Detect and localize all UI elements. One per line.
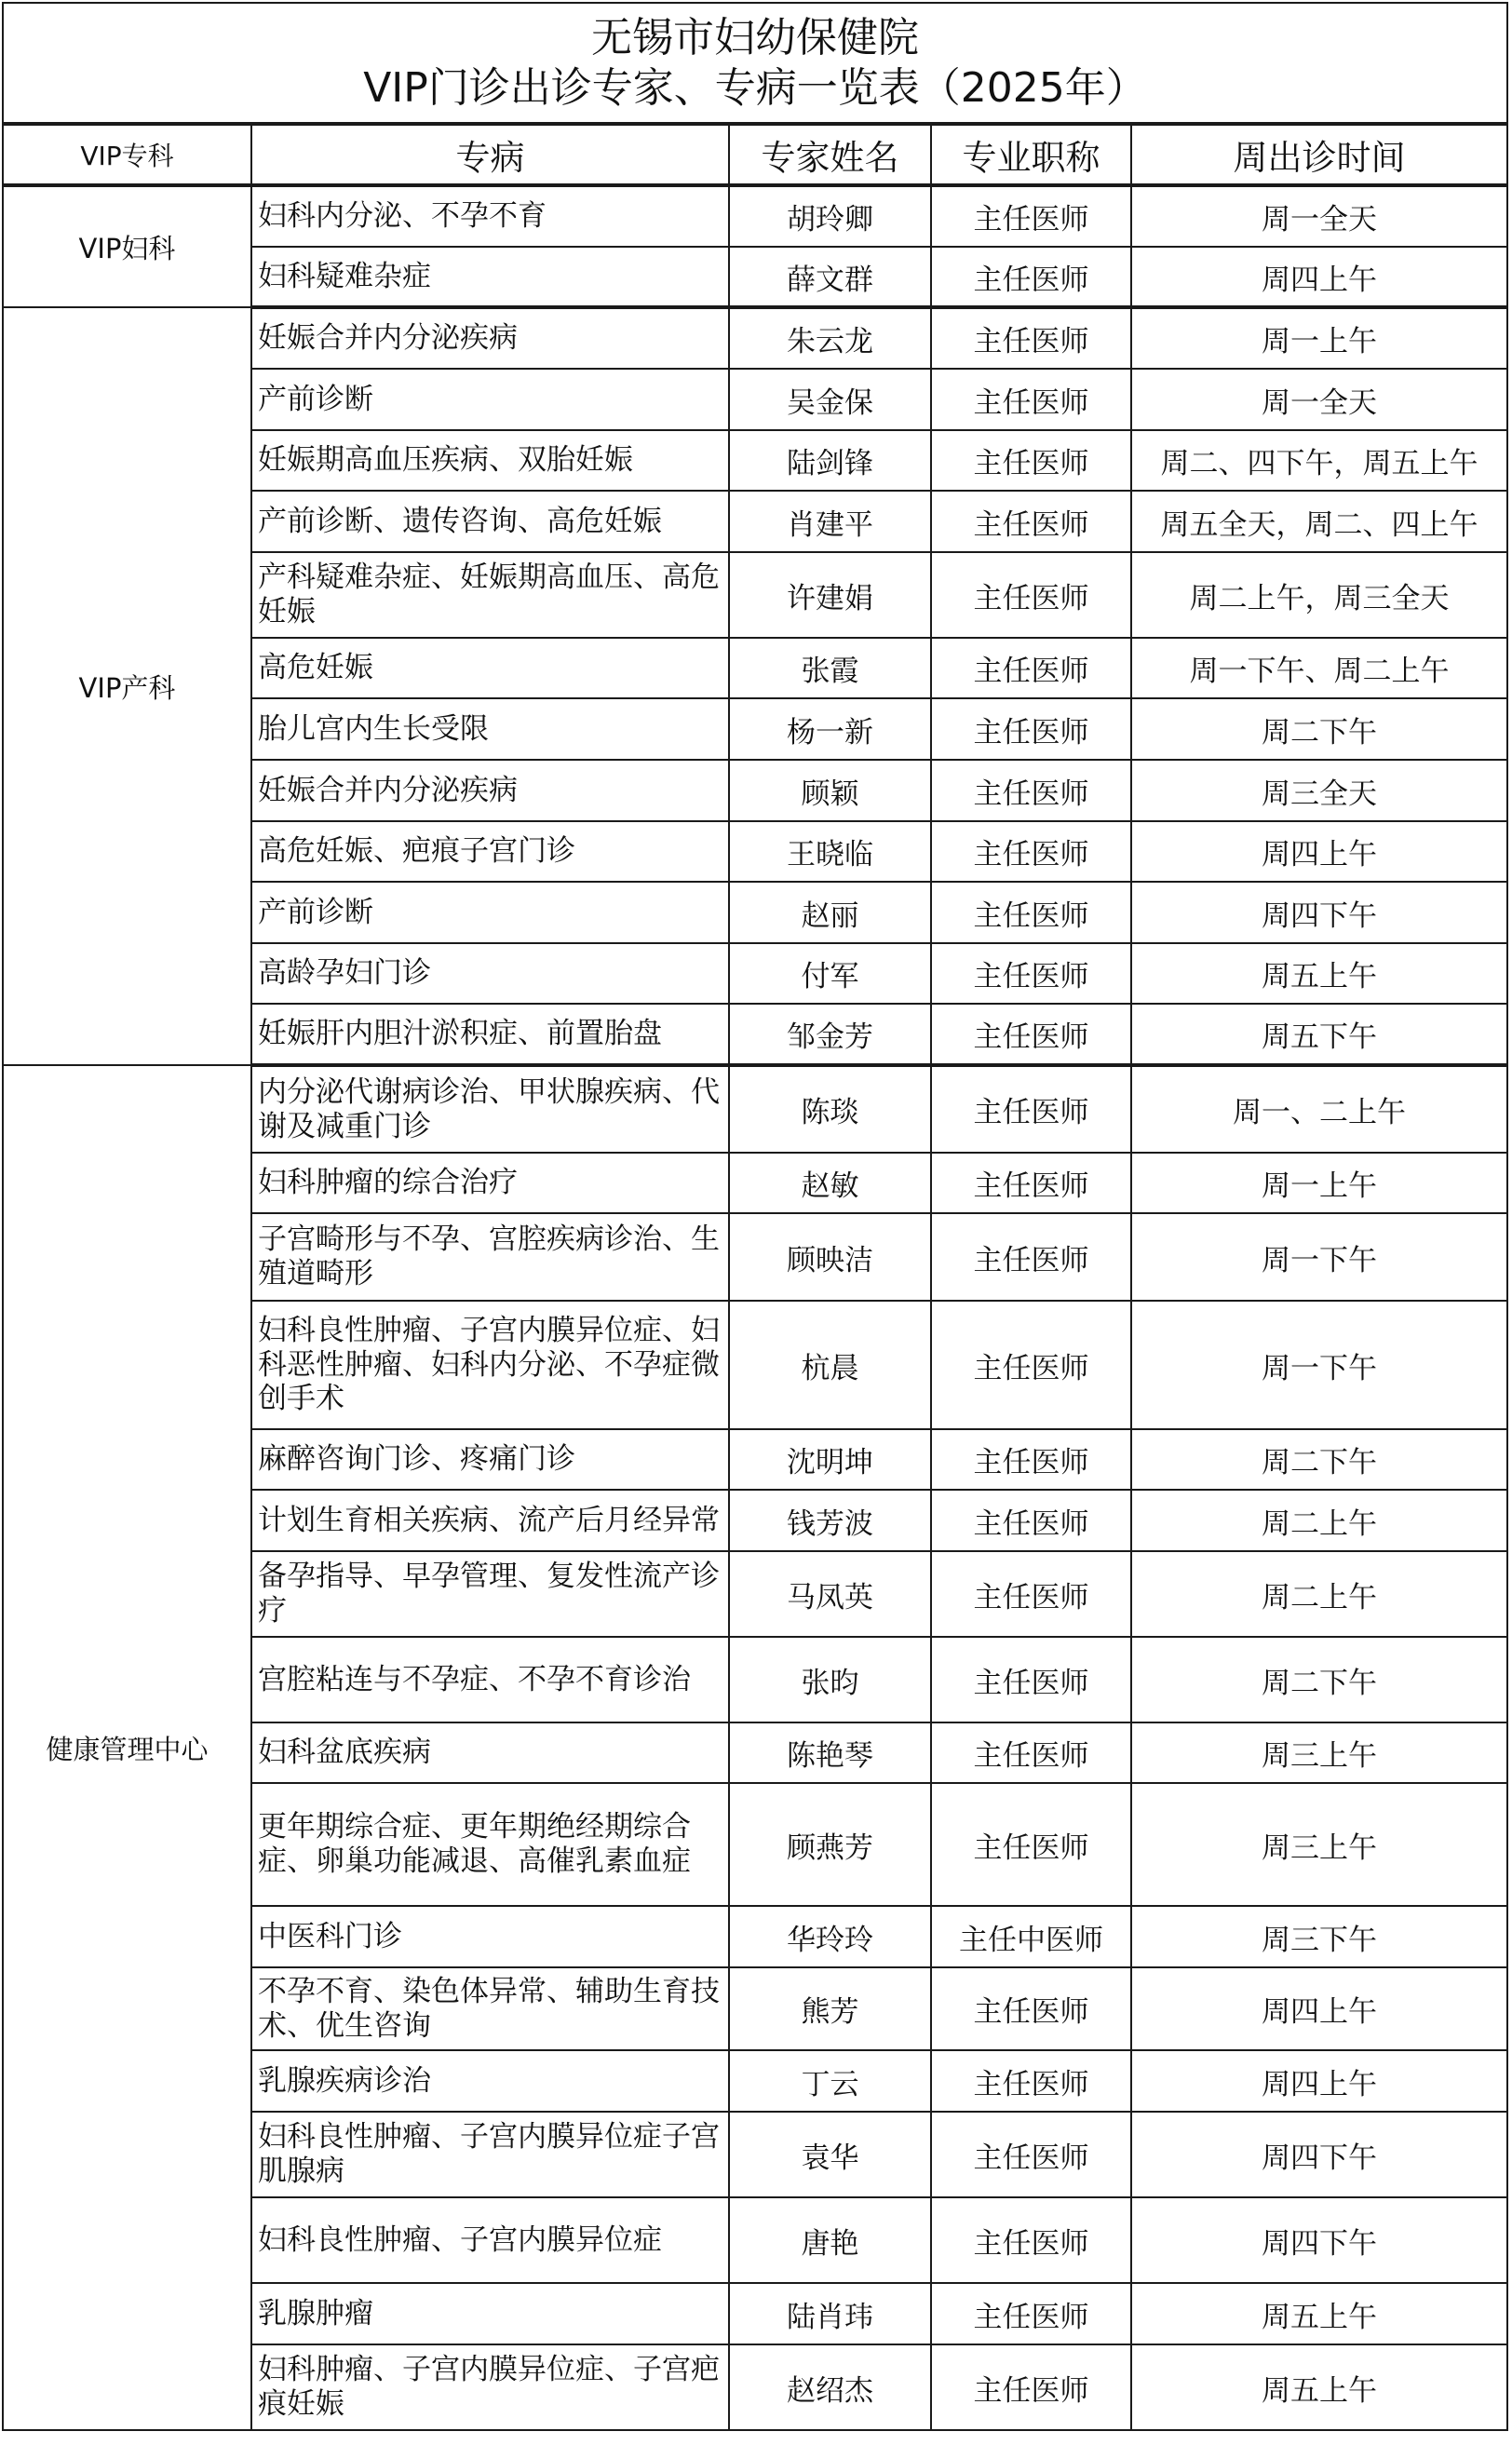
title-cell: 主任医师 xyxy=(931,1783,1131,1906)
title-cell: 主任医师 xyxy=(931,1637,1131,1722)
specialty-cell: 胎儿宫内生长受限 xyxy=(251,698,729,760)
specialty-cell: 乳腺疾病诊治 xyxy=(251,2050,729,2112)
expert-cell: 朱云龙 xyxy=(729,307,931,369)
schedule-cell: 周四上午 xyxy=(1131,247,1507,307)
specialty-cell: 产前诊断、遗传咨询、高危妊娠 xyxy=(251,491,729,552)
title-cell: 主任医师 xyxy=(931,1490,1131,1551)
expert-cell: 陈艳琴 xyxy=(729,1722,931,1783)
schedule-cell: 周二、四下午，周五上午 xyxy=(1131,430,1507,491)
schedule-cell: 周五上午 xyxy=(1131,2283,1507,2344)
expert-cell: 华玲玲 xyxy=(729,1906,931,1967)
title-cell: 主任医师 xyxy=(931,491,1131,552)
specialty-cell: 麻醉咨询门诊、疼痛门诊 xyxy=(251,1429,729,1490)
specialty-cell: 妇科肿瘤、子宫内膜异位症、子宫疤痕妊娠 xyxy=(251,2344,729,2430)
specialty-cell: 乳腺肿瘤 xyxy=(251,2283,729,2344)
schedule-cell: 周三上午 xyxy=(1131,1783,1507,1906)
schedule-cell: 周二上午，周三全天 xyxy=(1131,552,1507,638)
specialty-cell: 产科疑难杂症、妊娠期高血压、高危妊娠 xyxy=(251,552,729,638)
specialty-cell: 更年期综合症、更年期绝经期综合症、卵巢功能减退、高催乳素血症 xyxy=(251,1783,729,1906)
title-cell: 主任医师 xyxy=(931,638,1131,698)
schedule-cell: 周二上午 xyxy=(1131,1490,1507,1551)
title-cell: 主任医师 xyxy=(931,760,1131,821)
schedule-cell: 周四下午 xyxy=(1131,2112,1507,2197)
expert-cell: 肖建平 xyxy=(729,491,931,552)
table-row xyxy=(3,307,1507,369)
title-cell: 主任医师 xyxy=(931,698,1131,760)
schedule-cell: 周一全天 xyxy=(1131,369,1507,430)
schedule-cell: 周一下午 xyxy=(1131,1213,1507,1301)
header-expert: 专家姓名 xyxy=(729,124,931,185)
schedule-cell: 周二上午 xyxy=(1131,1551,1507,1637)
specialty-cell: 妇科疑难杂症 xyxy=(251,247,729,307)
expert-cell: 胡玲卿 xyxy=(729,185,931,247)
title-cell: 主任医师 xyxy=(931,1429,1131,1490)
specialty-cell: 中医科门诊 xyxy=(251,1906,729,1967)
title-cell: 主任医师 xyxy=(931,2112,1131,2197)
specialty-cell: 计划生育相关疾病、流产后月经异常 xyxy=(251,1490,729,1551)
expert-cell: 赵丽 xyxy=(729,882,931,943)
expert-cell: 沈明坤 xyxy=(729,1429,931,1490)
header-schedule: 周出诊时间 xyxy=(1131,124,1507,185)
schedule-table xyxy=(2,2,1508,2431)
title-cell: 主任医师 xyxy=(931,1153,1131,1213)
schedule-cell: 周一上午 xyxy=(1131,307,1507,369)
expert-cell: 熊芳 xyxy=(729,1967,931,2050)
page-title xyxy=(3,3,1507,124)
expert-cell: 赵敏 xyxy=(729,1153,931,1213)
schedule-cell: 周一上午 xyxy=(1131,1153,1507,1213)
header-row xyxy=(3,124,1507,185)
expert-cell: 顾映洁 xyxy=(729,1213,931,1301)
schedule-cell: 周二下午 xyxy=(1131,698,1507,760)
schedule-cell: 周一全天 xyxy=(1131,185,1507,247)
header-department: VIP专科 xyxy=(3,124,251,185)
specialty-cell: 妊娠期高血压疾病、双胎妊娠 xyxy=(251,430,729,491)
title-cell: 主任医师 xyxy=(931,943,1131,1004)
expert-cell: 张昀 xyxy=(729,1637,931,1722)
specialty-cell: 妇科盆底疾病 xyxy=(251,1722,729,1783)
expert-cell: 王晓临 xyxy=(729,821,931,882)
schedule-cell: 周四上午 xyxy=(1131,1967,1507,2050)
expert-cell: 唐艳 xyxy=(729,2197,931,2283)
specialty-cell: 内分泌代谢病诊治、甲状腺疾病、代谢及减重门诊 xyxy=(251,1065,729,1153)
title-line-1: 无锡市妇幼保健院 xyxy=(591,13,919,61)
expert-cell: 陆剑锋 xyxy=(729,430,931,491)
title-cell: 主任医师 xyxy=(931,2050,1131,2112)
specialty-cell: 子宫畸形与不孕、宫腔疾病诊治、生殖道畸形 xyxy=(251,1213,729,1301)
specialty-cell: 妇科良性肿瘤、子宫内膜异位症 xyxy=(251,2197,729,2283)
table-row xyxy=(3,185,1507,247)
expert-cell: 吴金保 xyxy=(729,369,931,430)
expert-cell: 付军 xyxy=(729,943,931,1004)
expert-cell: 丁云 xyxy=(729,2050,931,2112)
specialty-cell: 妊娠肝内胆汁淤积症、前置胎盘 xyxy=(251,1004,729,1065)
specialty-cell: 备孕指导、早孕管理、复发性流产诊疗 xyxy=(251,1551,729,1637)
title-cell: 主任医师 xyxy=(931,247,1131,307)
schedule-cell: 周三下午 xyxy=(1131,1906,1507,1967)
expert-cell: 赵绍杰 xyxy=(729,2344,931,2430)
title-row xyxy=(3,3,1507,124)
expert-cell: 杨一新 xyxy=(729,698,931,760)
header-title: 专业职称 xyxy=(931,124,1131,185)
title-line-2: VIP门诊出诊专家、专病一览表（2025年） xyxy=(363,63,1147,112)
specialty-cell: 妇科良性肿瘤、子宫内膜异位症、妇科恶性肿瘤、妇科内分泌、不孕症微创手术 xyxy=(251,1301,729,1429)
title-cell: 主任医师 xyxy=(931,185,1131,247)
title-cell: 主任医师 xyxy=(931,430,1131,491)
header-specialty: 专病 xyxy=(251,124,729,185)
specialty-cell: 高龄孕妇门诊 xyxy=(251,943,729,1004)
schedule-cell: 周一下午、周二上午 xyxy=(1131,638,1507,698)
title-cell: 主任医师 xyxy=(931,821,1131,882)
expert-cell: 邹金芳 xyxy=(729,1004,931,1065)
title-cell: 主任医师 xyxy=(931,2283,1131,2344)
specialty-cell: 产前诊断 xyxy=(251,882,729,943)
expert-cell: 钱芳波 xyxy=(729,1490,931,1551)
department-cell: VIP产科 xyxy=(3,307,251,1065)
department-cell: VIP妇科 xyxy=(3,185,251,307)
schedule-cell: 周四上午 xyxy=(1131,2050,1507,2112)
specialty-cell: 产前诊断 xyxy=(251,369,729,430)
table-row xyxy=(3,1065,1507,1153)
title-cell: 主任医师 xyxy=(931,1065,1131,1153)
schedule-cell: 周五下午 xyxy=(1131,1004,1507,1065)
specialty-cell: 高危妊娠、疤痕子宫门诊 xyxy=(251,821,729,882)
department-cell: 健康管理中心 xyxy=(3,1065,251,2430)
schedule-cell: 周五上午 xyxy=(1131,943,1507,1004)
expert-cell: 许建娟 xyxy=(729,552,931,638)
schedule-cell: 周五上午 xyxy=(1131,2344,1507,2430)
title-cell: 主任医师 xyxy=(931,369,1131,430)
title-cell: 主任医师 xyxy=(931,1551,1131,1637)
specialty-cell: 宫腔粘连与不孕症、不孕不育诊治 xyxy=(251,1637,729,1722)
schedule-cell: 周四下午 xyxy=(1131,2197,1507,2283)
schedule-cell: 周三上午 xyxy=(1131,1722,1507,1783)
specialty-cell: 妇科肿瘤的综合治疗 xyxy=(251,1153,729,1213)
title-cell: 主任医师 xyxy=(931,1213,1131,1301)
title-cell: 主任医师 xyxy=(931,882,1131,943)
schedule-cell: 周一、二上午 xyxy=(1131,1065,1507,1153)
specialty-cell: 妊娠合并内分泌疾病 xyxy=(251,760,729,821)
expert-cell: 陆肖玮 xyxy=(729,2283,931,2344)
title-cell: 主任医师 xyxy=(931,1967,1131,2050)
schedule-cell: 周三全天 xyxy=(1131,760,1507,821)
specialty-cell: 高危妊娠 xyxy=(251,638,729,698)
specialty-cell: 妊娠合并内分泌疾病 xyxy=(251,307,729,369)
expert-cell: 张霞 xyxy=(729,638,931,698)
schedule-cell: 周五全天，周二、四上午 xyxy=(1131,491,1507,552)
schedule-cell: 周四下午 xyxy=(1131,882,1507,943)
title-cell: 主任医师 xyxy=(931,2197,1131,2283)
title-cell: 主任医师 xyxy=(931,1004,1131,1065)
specialty-cell: 妇科内分泌、不孕不育 xyxy=(251,185,729,247)
schedule-cell: 周四上午 xyxy=(1131,821,1507,882)
expert-cell: 薛文群 xyxy=(729,247,931,307)
schedule-cell: 周二下午 xyxy=(1131,1429,1507,1490)
schedule-cell: 周二下午 xyxy=(1131,1637,1507,1722)
title-cell: 主任医师 xyxy=(931,1301,1131,1429)
title-cell: 主任医师 xyxy=(931,2344,1131,2430)
expert-cell: 杭晨 xyxy=(729,1301,931,1429)
expert-cell: 顾颖 xyxy=(729,760,931,821)
title-cell: 主任中医师 xyxy=(931,1906,1131,1967)
title-cell: 主任医师 xyxy=(931,307,1131,369)
specialty-cell: 不孕不育、染色体异常、辅助生育技术、优生咨询 xyxy=(251,1967,729,2050)
expert-cell: 陈琰 xyxy=(729,1065,931,1153)
expert-cell: 顾燕芳 xyxy=(729,1783,931,1906)
title-cell: 主任医师 xyxy=(931,1722,1131,1783)
specialty-cell: 妇科良性肿瘤、子宫内膜异位症子宫肌腺病 xyxy=(251,2112,729,2197)
schedule-cell: 周一下午 xyxy=(1131,1301,1507,1429)
expert-cell: 袁华 xyxy=(729,2112,931,2197)
expert-cell: 马凤英 xyxy=(729,1551,931,1637)
title-cell: 主任医师 xyxy=(931,552,1131,638)
